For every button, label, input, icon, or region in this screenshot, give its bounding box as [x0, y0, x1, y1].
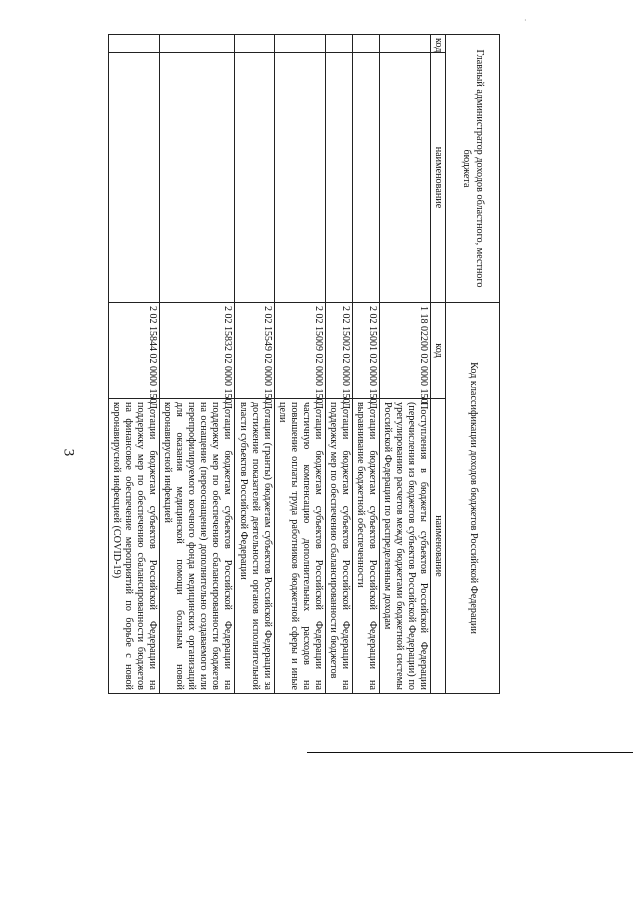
table-row — [109, 35, 160, 694]
admin-code-cell — [274, 35, 325, 53]
admin-code-header: код — [430, 35, 445, 53]
table-row — [235, 35, 274, 694]
bottom-rule-line — [307, 752, 633, 753]
revenue-name: Дотации бюджетам субъектов Российской Федерации на частичную компенсацию дополнительных расходов на повышение оплаты труда работников бюджетной сферы и иные цели — [274, 399, 325, 694]
admin-code-cell — [379, 35, 430, 53]
rotated-table-wrapper — [100, 34, 500, 694]
revenue-name: Поступления в бюджеты субъектов Российской Федерации (перечисления из бюджетов субъектов Российской Федерации) по урегулированию расчетов между бюджетами бюджетной системы Российской Федерации по распределенным доходам — [379, 399, 430, 694]
admin-code-cell — [160, 35, 235, 53]
table-row — [379, 35, 430, 694]
rotated-table-inner — [100, 34, 500, 694]
revenue-classification-table — [108, 34, 500, 694]
revenue-code: 2 02 15009 02 0000 150 — [274, 303, 325, 399]
admin-name-cell — [274, 53, 325, 303]
classification-name-header: наименование — [430, 399, 445, 694]
admin-name-cell — [109, 53, 160, 303]
revenue-code: 2 02 15002 02 0000 150 — [325, 303, 352, 399]
revenue-code: 2 02 15844 02 0000 150 — [109, 303, 160, 399]
page-number: 3 — [60, 448, 77, 457]
revenue-name: Дотации бюджетам субъектов Российской Федерации на поддержку мер по обеспечению сбалансированности бюджетов на оснащение (переоснащение) дополнительно создаваемого или перепрофилируемого коечного фонда медицинских организаций для оказания медицинской помощи больным новой коронавирусной инфекцией — [160, 399, 235, 694]
admin-code-cell — [352, 35, 379, 53]
revenue-name: Дотации бюджетам субъектов Российской Федерации на поддержку мер по обеспечению сбалансированности бюджетов — [325, 399, 352, 694]
table-row — [274, 35, 325, 694]
admin-code-cell — [109, 35, 160, 53]
revenue-code: 2 02 15832 02 0000 150 — [160, 303, 235, 399]
scan-speck: · — [524, 16, 527, 25]
table-row — [160, 35, 235, 694]
admin-name-cell — [235, 53, 274, 303]
revenue-code: 1 18 02200 02 0000 150 — [379, 303, 430, 399]
administrator-header: Главный администратор доходов областного, местного бюджета — [446, 35, 500, 303]
admin-name-cell — [160, 53, 235, 303]
revenue-name: Дотации бюджетам субъектов Российской Федерации на поддержку мер по обеспечению сбалансированности бюджетов на финансовое обеспечение мероприятий по борьбе с новой коронавирусной инфекцией (COVID-19) — [109, 399, 160, 694]
admin-code-cell — [325, 35, 352, 53]
revenue-name: Дотации бюджетам субъектов Российской Федерации на выравнивание бюджетной обеспеченности — [352, 399, 379, 694]
admin-code-cell — [235, 35, 274, 53]
admin-name-cell — [379, 53, 430, 303]
admin-name-cell — [352, 53, 379, 303]
classification-header: Код классификации доходов бюджетов Российской Федерации — [446, 303, 500, 694]
admin-name-cell — [325, 53, 352, 303]
table-row — [352, 35, 379, 694]
revenue-name: Дотации (гранты) бюджетам субъектов Российской Федерации за достижение показателей деятельности органов исполнительной власти субъектов Российской Федерации — [235, 399, 274, 694]
admin-name-header: наименование — [430, 53, 445, 303]
table-row — [325, 35, 352, 694]
revenue-code: 2 02 15549 02 0000 150 — [235, 303, 274, 399]
revenue-code: 2 02 15001 02 0000 150 — [352, 303, 379, 399]
classification-code-header: код — [430, 303, 445, 399]
